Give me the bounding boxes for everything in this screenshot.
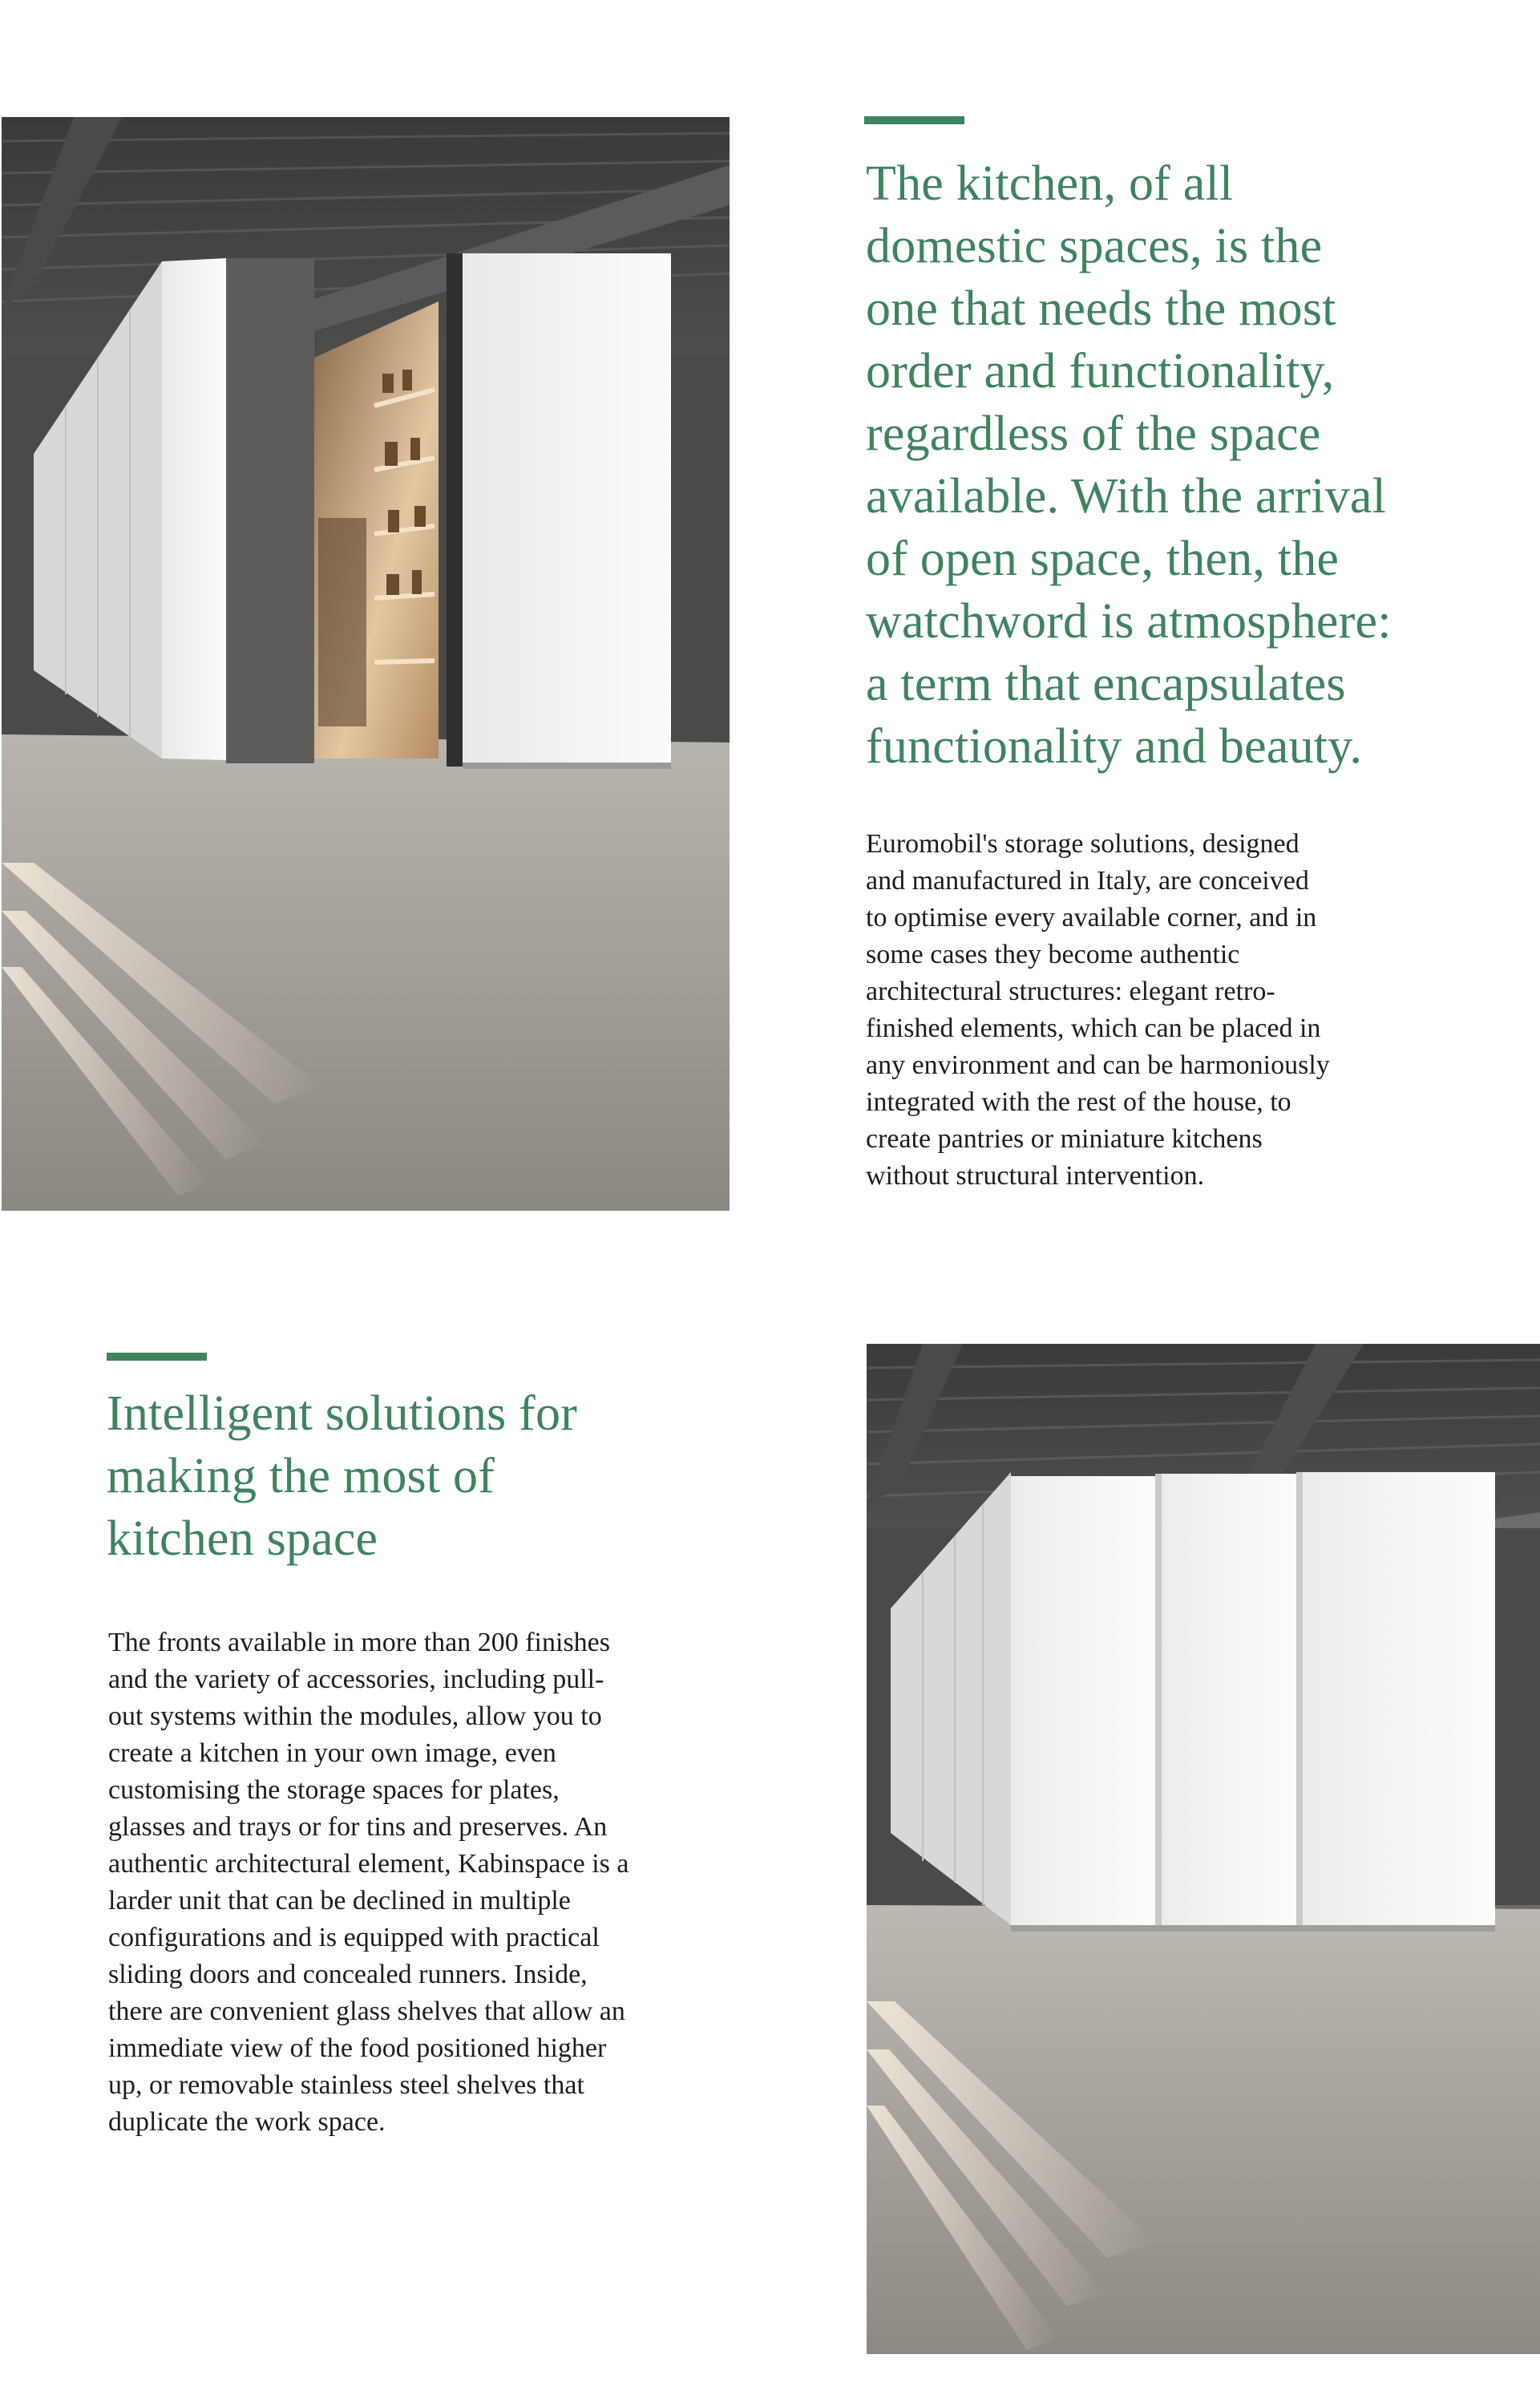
paragraph-line: The fronts available in more than 200 finishes — [108, 1628, 610, 1657]
paragraph-line: and the variety of accessories, including pull- — [108, 1665, 604, 1694]
heading-line: making the most of — [107, 1449, 495, 1503]
paragraph-line: create a kitchen in your own image, even — [108, 1738, 556, 1768]
paragraph-line: out systems within the modules, allow you to — [108, 1701, 602, 1731]
paragraph-line: create pantries or miniature kitchens — [866, 1124, 1263, 1154]
solutions-paragraph — [108, 1624, 717, 2141]
heading-line: of open space, then, the — [866, 532, 1340, 586]
paragraph-line: duplicate the work space. — [108, 2107, 386, 2137]
heading-line: Intelligent solutions for — [107, 1386, 578, 1441]
photo-top-illustration — [2, 117, 730, 1211]
solutions-heading — [107, 1382, 668, 1570]
paragraph-line: to optimise every available corner, and in — [866, 903, 1317, 933]
accent-rule — [864, 116, 964, 124]
paragraph-line: immediate view of the food positioned higher — [108, 2033, 607, 2063]
accent-rule — [107, 1353, 207, 1361]
heading-line: available. With the arrival — [866, 469, 1387, 524]
paragraph-line: architectural structures: elegant retro- — [866, 977, 1275, 1006]
intro-paragraph — [866, 826, 1427, 1195]
paragraph-line: Euromobil's storage solutions, designed — [866, 829, 1300, 859]
heading-line: one that needs the most — [866, 281, 1336, 336]
paragraph-line: there are convenient glass shelves that allow an — [108, 1997, 625, 2026]
heading-line: domestic spaces, is the — [866, 219, 1323, 273]
paragraph-line: any environment and can be harmoniously — [866, 1050, 1330, 1080]
heading-line: a term that encapsulates — [866, 657, 1346, 711]
paragraph-line: some cases they become authentic — [866, 940, 1240, 969]
paragraph-line: finished elements, which can be placed in — [866, 1013, 1321, 1043]
paragraph-line: glasses and trays or for tins and preserves. An — [108, 1812, 608, 1842]
paragraph-line: authentic architectural element, Kabinspace is a — [108, 1849, 629, 1879]
paragraph-line: sliding doors and concealed runners. Inside, — [108, 1960, 588, 1989]
photo-bottom-illustration — [867, 1344, 1540, 2354]
kitchen-pantry-closed-photo — [867, 1344, 1540, 2354]
heading-line: The kitchen, of all — [866, 156, 1234, 211]
paragraph-line: configurations and is equipped with practical — [108, 1923, 600, 1952]
heading-line: functionality and beauty. — [866, 719, 1363, 774]
heading-line: watchword is atmosphere: — [866, 594, 1392, 649]
paragraph-line: and manufactured in Italy, are conceived — [866, 866, 1309, 896]
heading-line: order and functionality, — [866, 344, 1335, 398]
heading-line: regardless of the space — [866, 407, 1321, 461]
paragraph-line: integrated with the rest of the house, to — [866, 1087, 1291, 1117]
kitchen-pantry-open-photo — [2, 117, 730, 1211]
paragraph-line: without structural intervention. — [866, 1161, 1205, 1191]
paragraph-line: larder unit that can be declined in multiple — [108, 1886, 571, 1916]
intro-heading — [866, 152, 1475, 778]
paragraph-line: up, or removable stainless steel shelves that — [108, 2070, 584, 2100]
heading-line: kitchen space — [107, 1511, 378, 1566]
paragraph-line: customising the storage spaces for plates, — [108, 1775, 560, 1805]
